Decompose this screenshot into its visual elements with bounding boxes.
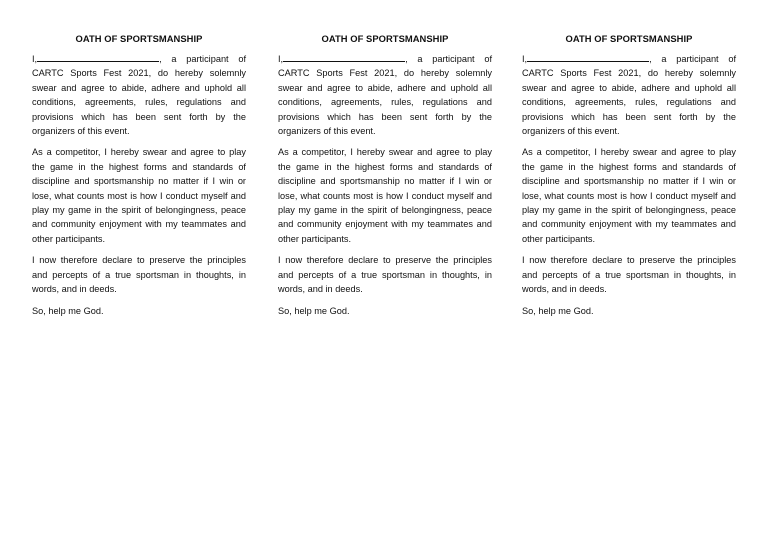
oath-paragraph-3: I now therefore declare to preserve the principles and percepts of a true sportsman in thoughts, in words, and in deeds. [522, 255, 736, 295]
name-blank-line [37, 53, 159, 62]
oath-title: OATH OF SPORTSMANSHIP [321, 33, 449, 44]
oath-column-3 [522, 33, 736, 325]
oath-prefix: I, [522, 54, 528, 64]
oath-closing: So, help me God. [278, 305, 350, 316]
name-blank-line [283, 53, 405, 62]
oath-paragraph-1 [32, 52, 246, 138]
oath-closing: So, help me God. [32, 305, 104, 316]
oath-paragraph-1-text: , a participant of CARTC Sports Fest 2021, do hereby solemnly swear and agree to abide, adhere and uphold all conditions, agreements, rules, regulations and provisions which has been sent forth by the organizers of this event. [278, 54, 492, 137]
oath-paragraph-1-text: , a participant of CARTC Sports Fest 2021, do hereby solemnly swear and agree to abide, adhere and uphold all conditions, agreements, rules, regulations and provisions which has been sent forth by the organizers of this event. [522, 54, 736, 137]
oath-paragraph-2: As a competitor, I hereby swear and agree to play the game in the highest forms and standards of discipline and sportsmanship no matter if I win or lose, what counts most is how I conduct myself and play my game in the spirit of belongingness, peace and community enjoyment with my teammates and other participants. [278, 147, 492, 244]
oath-column-1 [32, 33, 246, 325]
oath-paragraph-3: I now therefore declare to preserve the principles and percepts of a true sportsman in thoughts, in words, and in deeds. [32, 255, 246, 295]
oath-paragraph-3: I now therefore declare to preserve the principles and percepts of a true sportsman in thoughts, in words, and in deeds. [278, 255, 492, 295]
oath-paragraph-1 [278, 52, 492, 138]
oath-paragraph-2: As a competitor, I hereby swear and agree to play the game in the highest forms and standards of discipline and sportsmanship no matter if I win or lose, what counts most is how I conduct myself and play my game in the spirit of belongingness, peace and community enjoyment with my teammates and other participants. [32, 147, 246, 244]
oath-prefix: I, [32, 54, 38, 64]
oath-paragraph-1-text: , a participant of CARTC Sports Fest 2021, do hereby solemnly swear and agree to abide, adhere and uphold all conditions, agreements, rules, regulations and provisions which has been sent forth by the organizers of this event. [32, 54, 246, 137]
oath-paragraph-1 [522, 52, 736, 138]
oath-title: OATH OF SPORTSMANSHIP [75, 33, 203, 44]
name-blank-line [527, 53, 649, 62]
oath-closing: So, help me God. [522, 305, 594, 316]
oath-paragraph-2: As a competitor, I hereby swear and agree to play the game in the highest forms and standards of discipline and sportsmanship no matter if I win or lose, what counts most is how I conduct myself and play my game in the spirit of belongingness, peace and community enjoyment with my teammates and other participants. [522, 147, 736, 244]
oath-title: OATH OF SPORTSMANSHIP [565, 33, 693, 44]
oath-column-2 [278, 33, 492, 325]
oath-prefix: I, [278, 54, 284, 64]
